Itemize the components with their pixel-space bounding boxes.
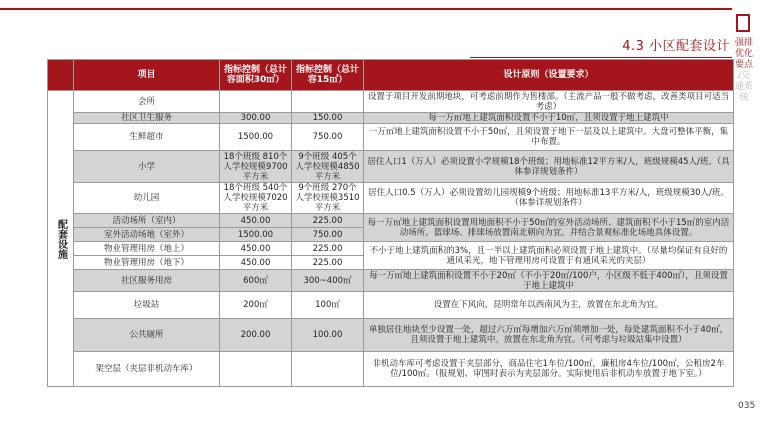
cell-v30: 300.00 (220, 113, 292, 124)
table-row (48, 270, 734, 292)
cell-item: 社区服务用房 (74, 270, 220, 292)
cell-principle: 居住人口0.5（万人）必须设置幼儿园规模9个班级；用地标准13平方米/人，班级规模30人/班。（体参详规划条件） (364, 183, 734, 214)
cell-v15: 750.00 (292, 228, 364, 242)
column-header-item: 项目 (74, 60, 220, 91)
column-header-principle: 设计原则（设置要求） (364, 60, 734, 91)
cell-item: 幼儿园 (74, 183, 220, 214)
cell-v30: 1500.00 (220, 124, 292, 151)
cell-v15: 225.00 (292, 214, 364, 228)
cell-principle: 非机动车库可考虑设置于夹层部分，商品住宅1车位/100㎡，廉租房4车位/100㎡，公租房2车位/100㎡。（报规划、审图时表示为夹层部分。实际使用后非机动车放置于地下室。） (364, 352, 734, 387)
cell-principle: 单独居住地块至少设置一处，超过六万㎡每增加六万㎡须增加一处，每处建筑面积不小于40㎡，且须设置于地上建筑中。放置在东北角为宜。（可考虑与垃圾站集中设置） (364, 319, 734, 352)
cell-item: 室外活动场地（室外） (74, 228, 220, 242)
cell-v30: 600㎡ (220, 270, 292, 292)
cell-principle: 设置在下风向，昆明常年以西南风为主，放置在东北角为宜。 (364, 292, 734, 319)
cell-v15: 100.00 (292, 319, 364, 352)
cell-item: 小学 (74, 151, 220, 183)
section-label: 配套设施 (48, 91, 74, 387)
title-underline (470, 57, 732, 58)
cell-v30: 1500.00 (220, 228, 292, 242)
cell-v30 (220, 91, 292, 113)
cell-item: 物业管理用房（地下） (74, 256, 220, 270)
cell-v15: 750.00 (292, 124, 364, 151)
cell-v30: 450.00 (220, 256, 292, 270)
cell-v15: 9个班级 270个人学校规模3510平方米 (292, 183, 364, 214)
cell-item: 垃圾站 (74, 292, 220, 319)
table-row (48, 91, 734, 113)
table-row (48, 183, 734, 214)
table-header-row (48, 60, 734, 91)
cell-principle: 居住人口1（万人）必须设置小学规模18个班级；用地标准12平方米/人，班级规模45人/班。（具体参详规划条件） (364, 151, 734, 183)
cell-item: 公共厕所 (74, 319, 220, 352)
table-row (48, 292, 734, 319)
cell-item: 架空层（夹层非机动车库） (74, 352, 220, 387)
cell-v15: 225.00 (292, 256, 364, 270)
bookmark-icon (736, 14, 750, 32)
top-rule (0, 8, 732, 10)
cell-principle: 每一万㎡地上建筑面积设置不小于10㎡，且须设置于地上建筑中 (364, 113, 734, 124)
cell-v15: 9个班级 405个人学校规模4850平方米 (292, 151, 364, 183)
cell-v30: 18个班级 540个人学校规模7020平方米 (220, 183, 292, 214)
cell-v15: 225.00 (292, 242, 364, 256)
side-label (735, 38, 753, 104)
table-row (48, 151, 734, 183)
cell-principle: 每一万㎡地上建筑面积设置不小于20㎡（不小于20㎡/100户，小区级不低于400㎡），且须设置于地上建筑中 (364, 270, 734, 292)
cell-item: 社区卫生服务 (74, 113, 220, 124)
cell-v15: 150.00 (292, 113, 364, 124)
column-header (48, 60, 74, 91)
table-row (48, 319, 734, 352)
table-row (48, 113, 734, 124)
cell-item: 物业管理用房（地上） (74, 242, 220, 256)
side-label-active: 强排优化要点 (735, 38, 754, 70)
cell-principle: 设置于项目开发前期地块，可考虑前期作为售楼部。（主流产品一般不做考虑，改善类项目可适当考虑） (364, 91, 734, 113)
table-row (48, 352, 734, 387)
page-number: 035 (738, 401, 756, 411)
column-header-index-15: 指标控制（总计容15㎡） (292, 60, 364, 91)
table-row (48, 242, 734, 256)
side-label-faded: /交通系统 (735, 71, 754, 103)
cell-item: 会所 (74, 91, 220, 113)
cell-principle: 一万㎡地上建筑面积设置不小于50㎡，且须设置于地下一层及以上建筑中。大盘可整体平衡，集中布置。 (364, 124, 734, 151)
table-row (48, 124, 734, 151)
page-title: 4.3 小区配套设计 (622, 39, 730, 54)
cell-item: 生鲜超市 (74, 124, 220, 151)
cell-item: 活动场所（室内） (74, 214, 220, 228)
facilities-table (47, 59, 734, 387)
cell-v30: 450.00 (220, 214, 292, 228)
cell-v30: 200㎡ (220, 292, 292, 319)
table-row (48, 214, 734, 228)
cell-v30: 450.00 (220, 242, 292, 256)
cell-v30: 18个班级 810个人学校规模9700平方米 (220, 151, 292, 183)
cell-principle: 不小于地上建筑面积的3%，且一半以上建筑面积必须设置于地上建筑中。（尽量均保证有良好的通风采光，地下管理用房可设置于有通风采光的夹层） (364, 242, 734, 270)
cell-v15 (292, 91, 364, 113)
cell-v30: 200.00 (220, 319, 292, 352)
cell-v15: 300~400㎡ (292, 270, 364, 292)
cell-v15 (292, 352, 364, 387)
cell-v30 (220, 352, 292, 387)
column-header-index-30: 指标控制（总计容面积30㎡） (220, 60, 292, 91)
cell-v15: 100㎡ (292, 292, 364, 319)
cell-principle: 每一万㎡地上建筑面积设置用地面积不小于50㎡的室外活动场所、建筑面积不小于15㎡的室内活动场所。篮球场、排球场放置南北朝向为宜。并结合景观标准化场地具体设置。 (364, 214, 734, 242)
